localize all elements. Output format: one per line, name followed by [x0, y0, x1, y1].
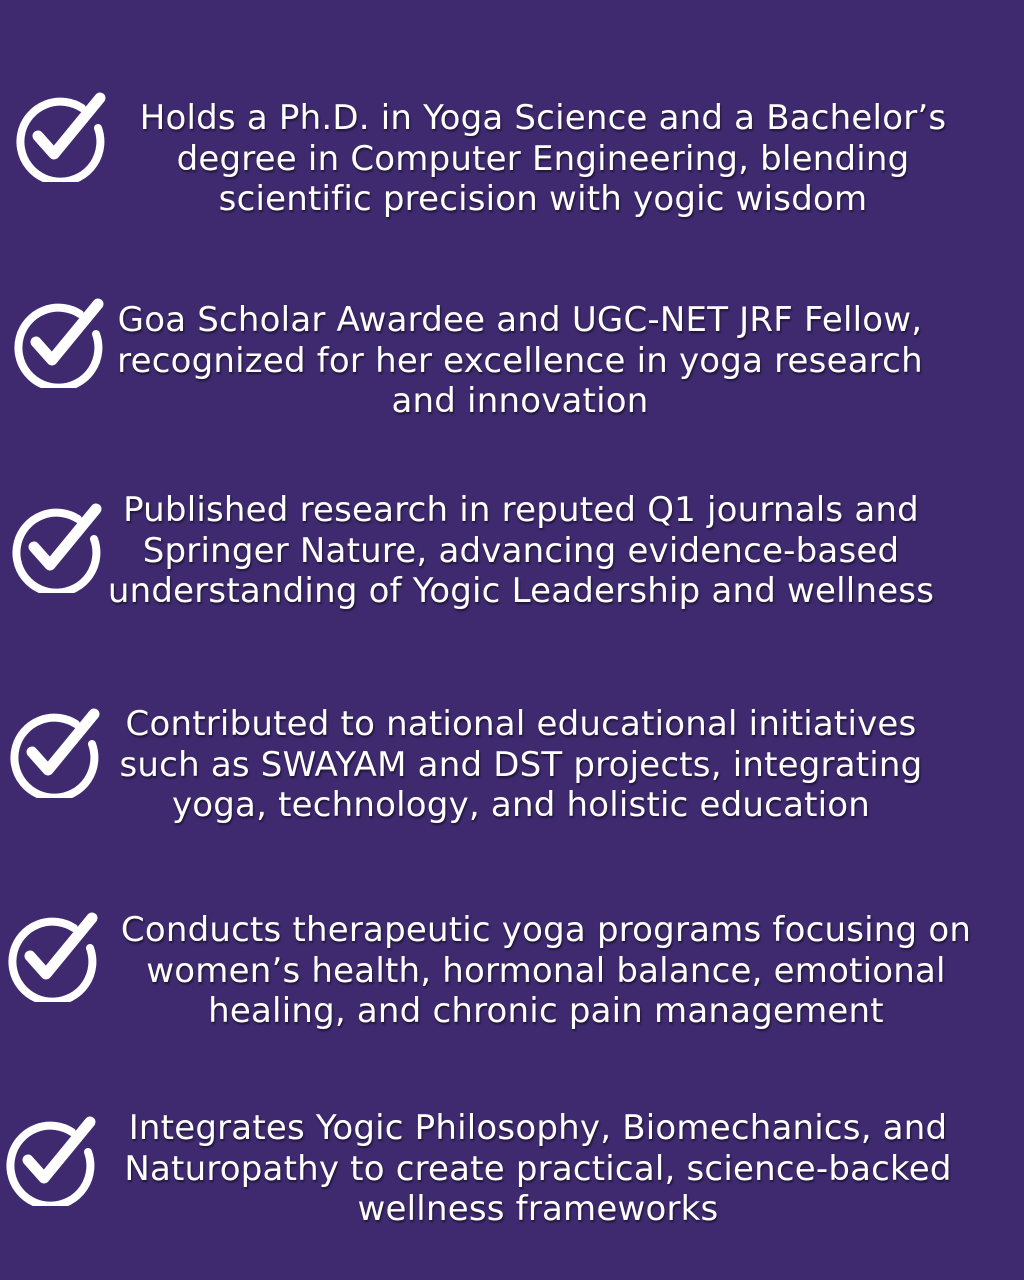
credential-text: Contributed to national educational initiatives such as SWAYAM and DST projects, integrating yoga, technology, and holistic education [119, 704, 923, 825]
checkmark-circle-icon [10, 292, 106, 388]
checkmark-circle-icon [8, 497, 104, 593]
checkmark-circle-icon [6, 702, 102, 798]
checkmark-circle-icon [4, 906, 100, 1002]
credential-text: Integrates Yogic Philosophy, Biomechanics, and Naturopathy to create practical, science-backed wellness frameworks [124, 1108, 952, 1229]
credential-text: Conducts therapeutic yoga programs focusing on women’s health, hormonal balance, emotional healing, and chronic pain management [120, 910, 972, 1031]
checkmark-circle-icon [2, 1110, 98, 1206]
checkmark-circle-icon [12, 86, 108, 182]
credential-text: Published research in reputed Q1 journals and Springer Nature, advancing evidence-based understanding of Yogic Leadership and wellness [107, 490, 935, 611]
credential-text: Holds a Ph.D. in Yoga Science and a Bachelor’s degree in Computer Engineering, blending scientific precision with yogic wisdom [139, 98, 947, 219]
credential-text: Goa Scholar Awardee and UGC-NET JRF Fellow, recognized for her excellence in yoga research and innovation [117, 300, 923, 421]
